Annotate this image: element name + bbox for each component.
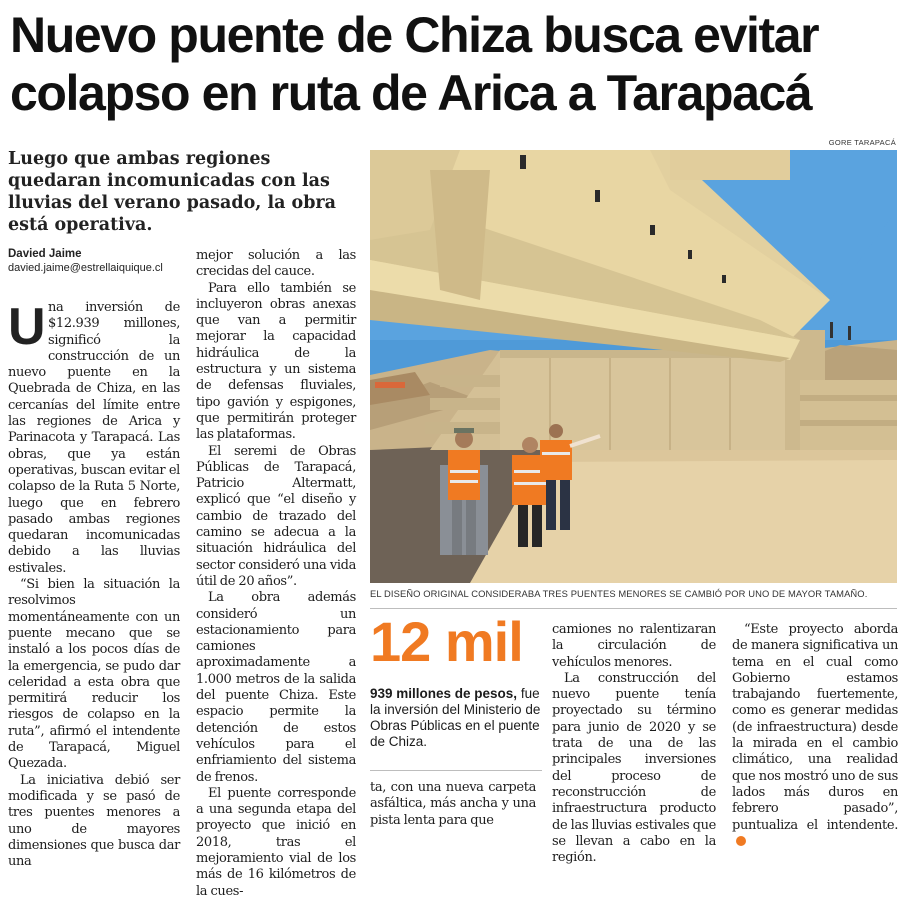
factbox-description: fue la inversión del Ministerio de Obras Públicas en el puente de Chiza. <box>370 686 541 749</box>
lead-paragraph: Luego que ambas regiones quedaran incomunicadas con las lluvias del verano pasado, la obra está operativa. <box>8 149 336 235</box>
body-paragraph: El puente corresponde a una segunda etapa del proyecto que inició en 2018, tras el mejoramiento vial de los más de 16 kilómetros de la cues- <box>196 785 356 899</box>
body-paragraph: La construcción del nuevo puente tenía proyectado su término para junio de 2020 y se trata de una de las principales inversiones del proceso de reconstrucción de infraestructura producto de las lluvias estivales que se llevan a cabo en la región. <box>552 670 716 866</box>
end-mark-icon: ✪ <box>736 836 746 846</box>
bridge-photo <box>370 150 897 583</box>
body-paragraph <box>732 622 898 850</box>
paragraph-text: na inversión de $12.939 millones, significó la construcción de un nuevo puente en la Quebrada de Chiza, en las cercanías del límite entre las regiones de Arica y Parinacota y Tarapacá. Las obras, que ya están operativas, buscan evitar el colapso de la Ruta 5 Norte, luego que en febrero pasado ambas regiones quedaran incomunicadas debido a las lluvias estivales. <box>8 300 180 576</box>
factbox-text <box>370 686 542 750</box>
body-paragraph: La obra además consideró un estacionamiento para camiones aproximadamente a 1.000 metros de la salida del puente Chiza. Este espacio permite la detención de estos vehículos para el enfriamiento del sistema de frenos. <box>196 590 356 785</box>
body-paragraph: La iniciativa debió ser modificada y se pasó de tres puentes menores a uno de mayores dimensiones que busca dar una <box>8 772 180 870</box>
drop-cap: U <box>8 298 46 356</box>
body-column-4 <box>552 622 716 866</box>
body-paragraph <box>8 300 180 577</box>
photo-caption: EL DISEÑO ORIGINAL CONSIDERABA TRES PUENTES MENORES SE CAMBIÓ POR UNO DE MAYOR TAMAÑO. <box>370 588 868 599</box>
author-name: Davied Jaime <box>8 248 82 260</box>
factbox-divider <box>370 770 542 771</box>
body-paragraph: “Si bien la situación la resolvimos momentáneamente con un puente mecano que se instaló a los pocos días de la emergencia, se pudo dar celeridad a esta obra que permitirá reducir los riesgos de colapso en la ruta”, afirmó el intendente de Tarapacá, Miguel Quezada. <box>8 577 180 772</box>
body-paragraph: camiones no ralentizaran la circulación de vehículos menores. <box>552 622 716 670</box>
body-paragraph: Para ello también se incluyeron obras anexas que van a permitir mejorar la capacidad hidráulica de la estructura y un sistema de defensas fluviales, tipo gavión y espigones, que permitirán proteger las plataformas. <box>196 280 356 443</box>
photo-credit: GORE TARAPACÁ <box>828 138 896 147</box>
factbox-number: 12 mil <box>370 610 523 673</box>
paragraph-text: “Este proyecto aborda de manera significativa un tema en el cual como Gobierno estamos trabajando fuertemente, como es generar medidas (de infraestructura) desde la mirada en el cambio climático, una realidad que nos mostró uno de sus lados más duros en febrero pasado”, puntualiza el intendente. <box>732 622 898 833</box>
body-paragraph: El seremi de Obras Públicas de Tarapacá, Patricio Altermatt, explicó que “el diseño y cambio de trazado del camino se adecua a la situación hidráulica del sector consideró una vida útil de 20 años”. <box>196 443 356 589</box>
body-paragraph: ta, con una nueva carpeta asfáltica, más ancha y una pista lenta para que <box>370 780 536 828</box>
factbox-bold: 939 millones de pesos, <box>370 686 518 701</box>
body-column-3 <box>370 780 536 829</box>
bridge-illustration <box>370 150 897 583</box>
body-paragraph: mejor solución a las crecidas del cauce. <box>196 248 356 280</box>
divider <box>370 608 897 609</box>
byline <box>8 247 188 275</box>
body-column-1 <box>8 300 180 870</box>
headline: Nuevo puente de Chiza busca evitar colapso en ruta de Arica a Tarapacá <box>10 7 819 121</box>
body-column-2 <box>196 248 356 900</box>
author-email[interactable]: davied.jaime@estrellaiquique.cl <box>8 262 163 274</box>
body-column-5 <box>732 622 898 850</box>
